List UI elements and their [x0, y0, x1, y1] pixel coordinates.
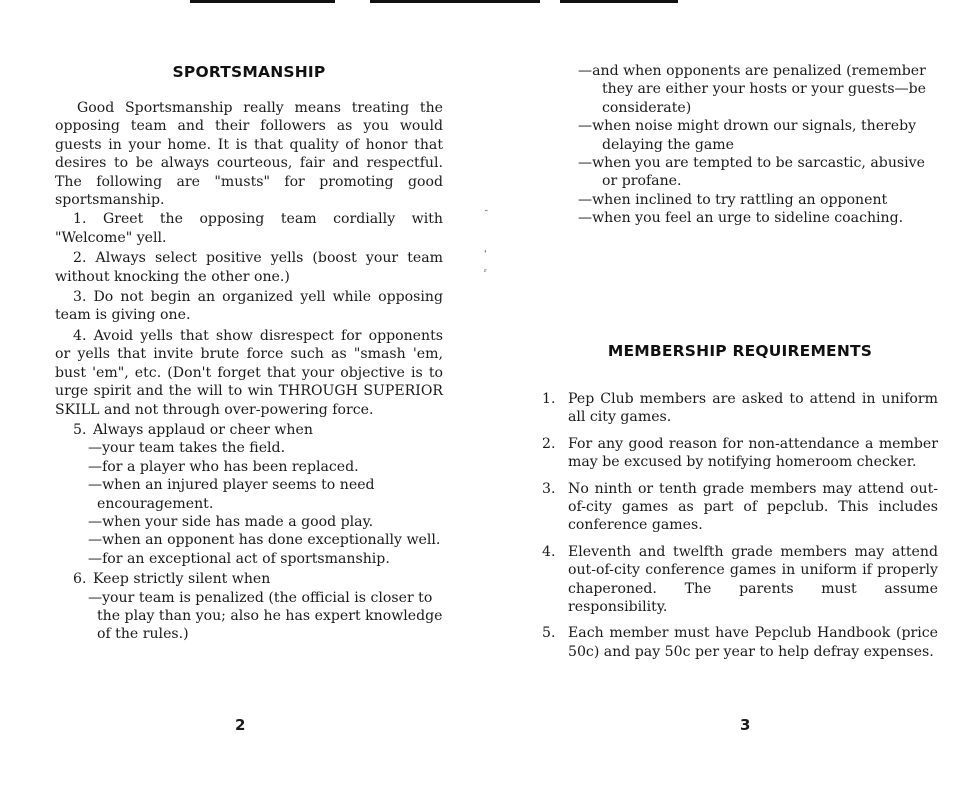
gutter-speck: ' — [484, 250, 487, 260]
silent-when-item: —when noise might drown our signals, thereby delaying the game — [578, 118, 917, 153]
requirement-text: Eleventh and twelfth grade members may attend out-of-city conference games in uniform if properly chaperoned. The parents must assume responsibility. — [568, 543, 938, 616]
rule-item-1: 1. Greet the opposing team cordially with "Welcome" yell. — [55, 211, 443, 246]
rule-5-lead: Always applaud or cheer when — [93, 421, 313, 438]
requirement-item — [542, 624, 938, 661]
rule-5-sub: —your team takes the field. — [88, 440, 286, 457]
left-body — [55, 99, 443, 644]
requirement-text: No ninth or tenth grade members may attend out-of-city games as part of pepclub. This includes conference games. — [568, 480, 938, 534]
rule-6-lead: Keep strictly silent when — [93, 571, 271, 588]
rule-item-5 — [55, 421, 443, 439]
rule-item-3: 3. Do not begin an organized yell while opposing team is giving one. — [55, 289, 443, 324]
rule-6-sub: —your team is penalized (the official is closer to the play than you; also he has expert knowledge of the rules.) — [88, 589, 443, 643]
requirement-number: 2. — [542, 435, 556, 452]
requirement-item — [542, 543, 938, 617]
rule-5-sub: —when an opponent has done exceptionally well. — [88, 532, 441, 549]
requirement-number: 4. — [542, 543, 556, 560]
requirement-number: 3. — [542, 480, 556, 497]
gutter-speck: ˘ — [484, 210, 489, 220]
continued-list — [540, 62, 930, 228]
membership-heading: MEMBERSHIP REQUIREMENTS — [607, 342, 873, 360]
requirement-text: Each member must have Pepclub Handbook (price 50c) and pay 50c per year to help defray expenses. — [568, 625, 938, 660]
silent-when-item: —when you are tempted to be sarcastic, abusive or profane. — [578, 155, 925, 190]
rule-item-4: 4. Avoid yells that show disrespect for opponents or yells that invite brute force such as "smash 'em, bust 'em", etc. (Don't forget that your objective is to urge spirit and the will to win THROUGH SUPERIOR SKILL and not through over-powering force. — [55, 327, 443, 418]
silent-when-item: —when you feel an urge to sideline coaching. — [578, 210, 904, 227]
rule-5-sub: —for a player who has been replaced. — [88, 458, 359, 475]
requirement-item — [542, 480, 938, 535]
gutter-speck: ʳ — [484, 268, 488, 278]
left-page — [55, 0, 443, 800]
requirement-text: For any good reason for non-attendance a member may be excused by notifying homeroom checker. — [568, 435, 938, 471]
requirement-text: Pep Club members are asked to attend in uniform all city games. — [568, 391, 938, 426]
rule-5-sub: —when an injured player seems to need encouragement. — [88, 477, 375, 512]
rule-5-sub: —when your side has made a good play. — [88, 513, 374, 530]
requirement-number: 5. — [542, 625, 556, 642]
rule-5-number: 5. — [73, 421, 87, 438]
rule-6-number: 6. — [73, 571, 87, 588]
sportsmanship-heading: SPORTSMANSHIP — [172, 63, 326, 81]
page-number-left: 2 — [235, 716, 246, 734]
rule-5-sub: —for an exceptional act of sportsmanship. — [88, 550, 390, 567]
right-page — [540, 0, 940, 800]
page-number-right: 3 — [740, 716, 751, 734]
requirement-item — [542, 435, 938, 472]
rule-item-6 — [55, 570, 443, 588]
silent-when-item: —and when opponents are penalized (remember they are either your hosts or your guests—be considerate) — [578, 63, 927, 116]
requirement-item — [542, 390, 938, 427]
intro-paragraph: Good Sportsmanship really means treating the opposing team and their followers as you would guests in your home. It is that quality of honor that desires to be always courteous, fair and respectful. The following are "musts" for promoting good sportsmanship. — [55, 100, 443, 209]
requirements-list — [542, 390, 938, 669]
requirement-number: 1. — [542, 391, 556, 407]
silent-when-item: —when inclined to try rattling an opponent — [578, 191, 888, 208]
rule-item-2: 2. Always select positive yells (boost your team without knocking the other one.) — [55, 250, 443, 285]
